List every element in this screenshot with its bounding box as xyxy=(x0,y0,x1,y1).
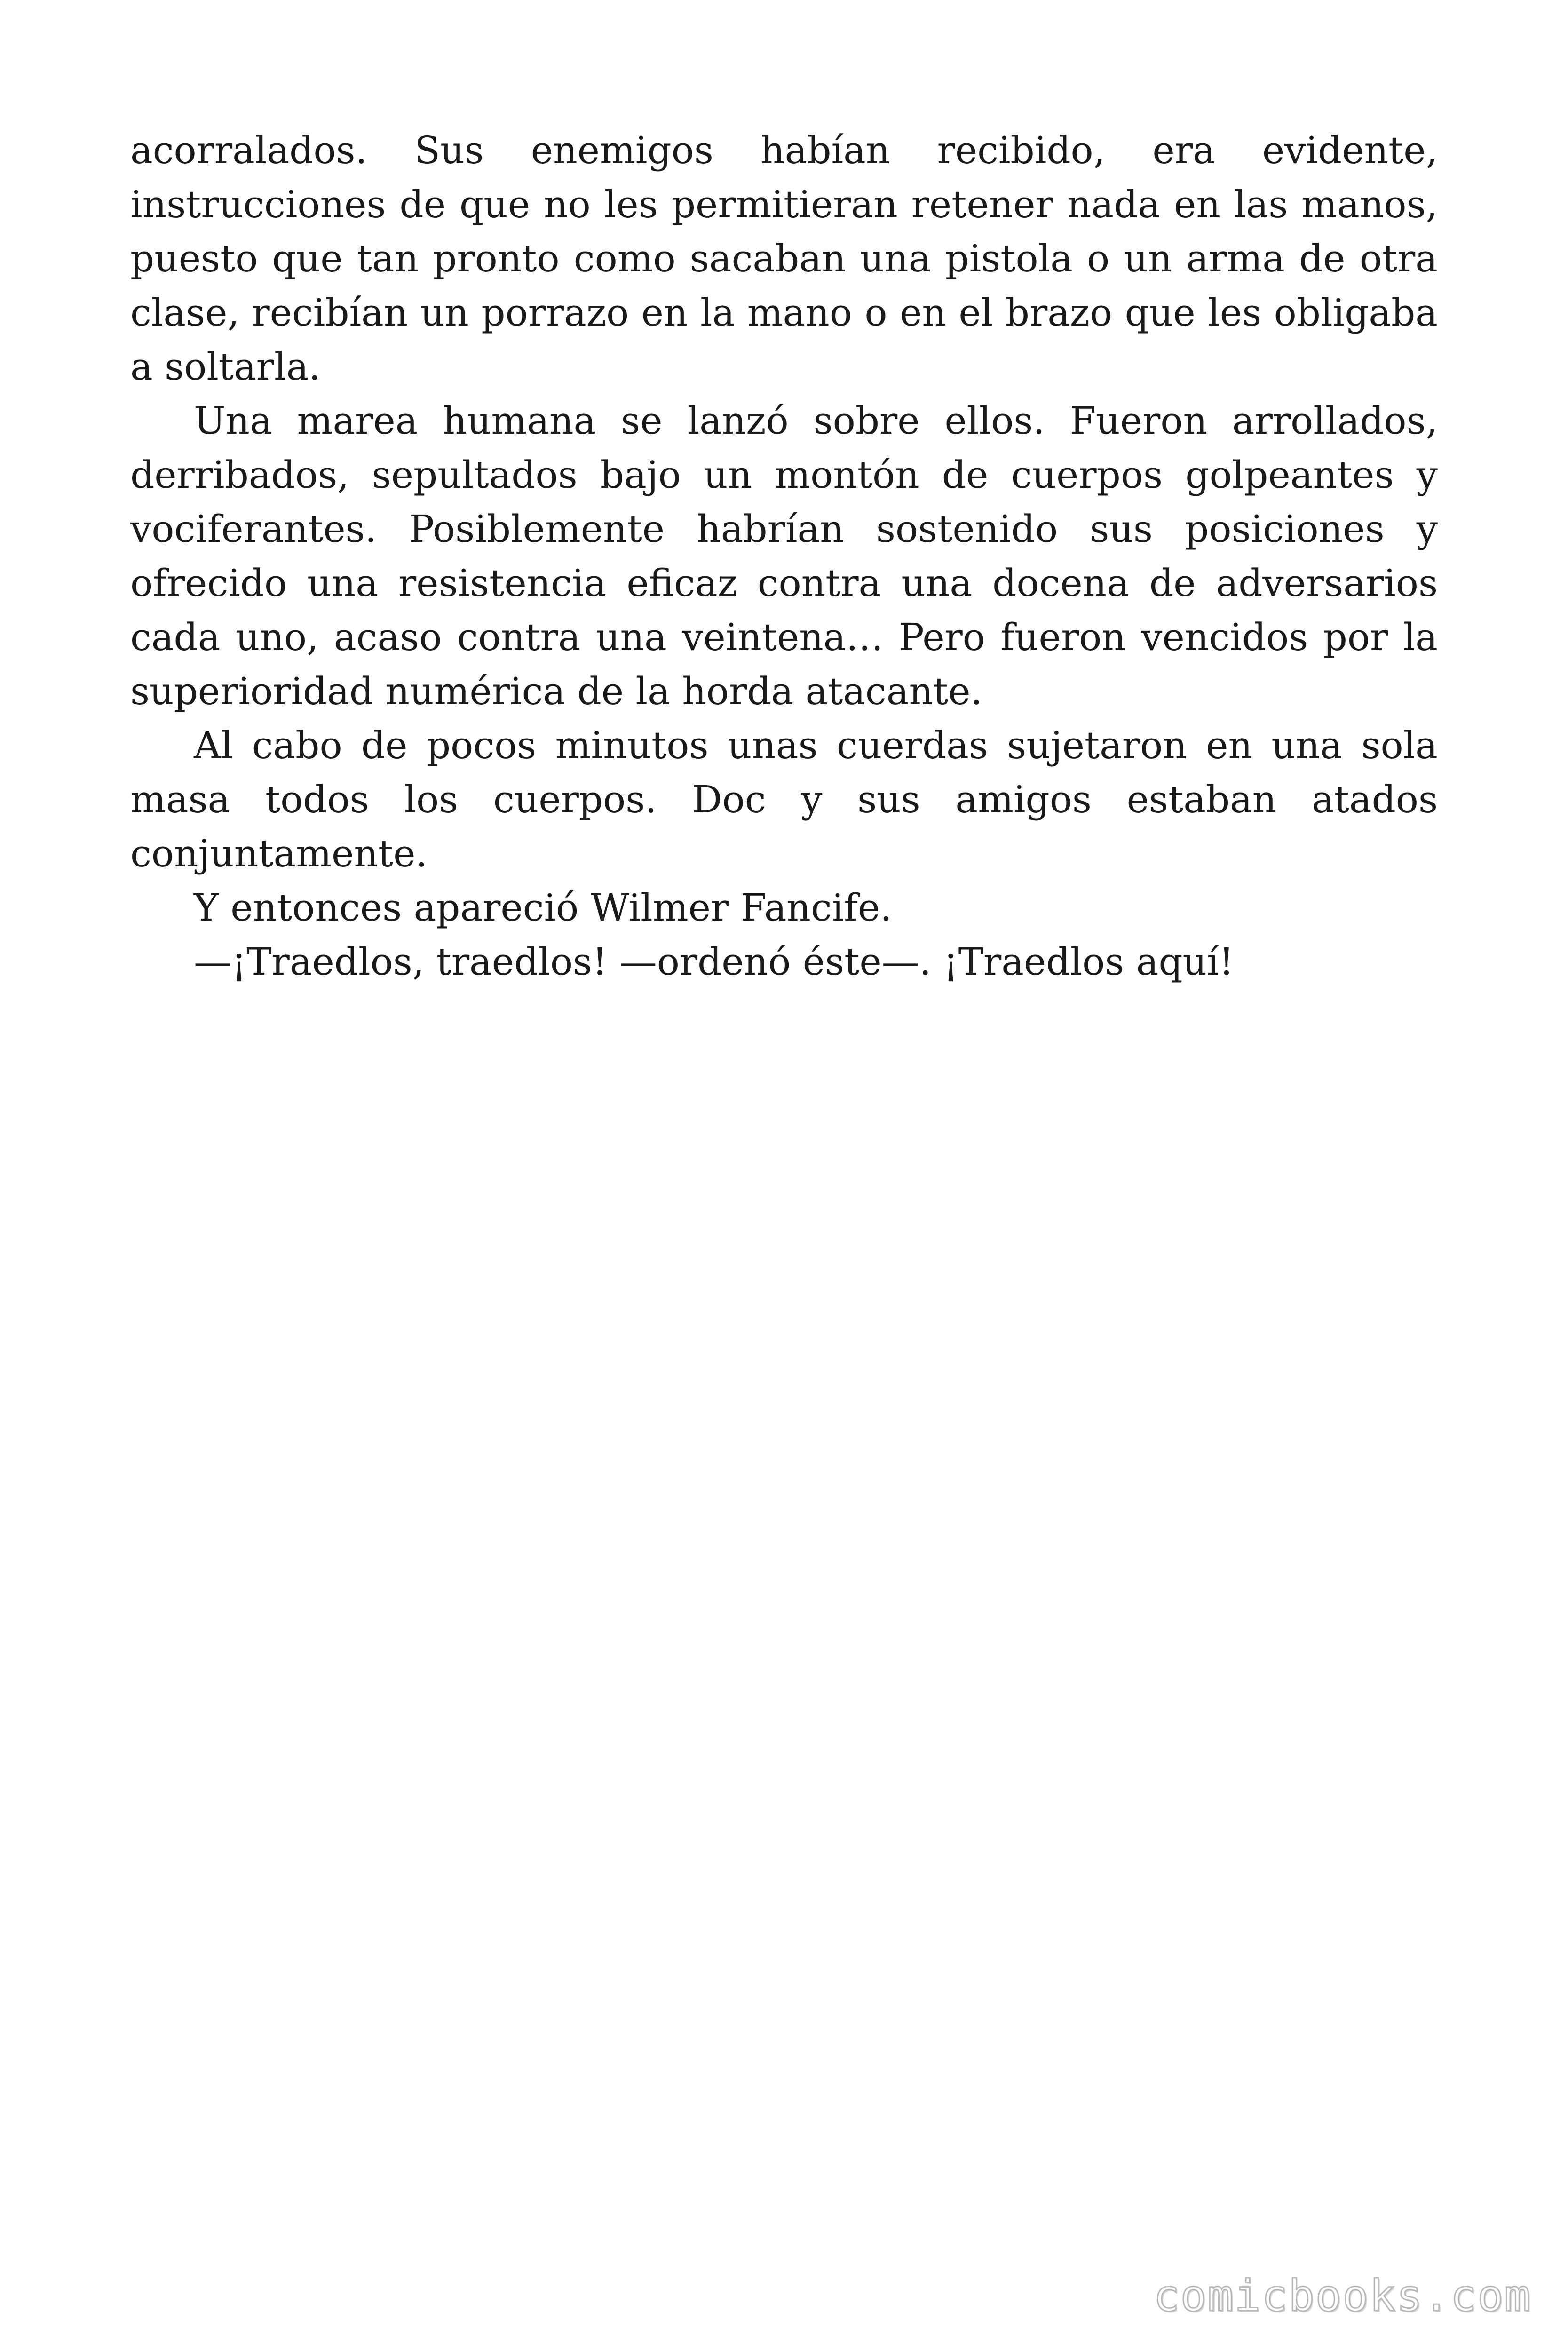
paragraph-3: Al cabo de pocos minutos unas cuerdas sujetaron en una sola masa todos los cuerpos. Doc y sus amigos estaban atados conjuntamente. xyxy=(130,723,1438,875)
paragraph-5: —¡Traedlos, traedlos! —ordenó éste—. ¡Traedlos aquí! xyxy=(194,940,1234,984)
body-text xyxy=(130,123,1438,989)
paragraph-2: Una marea humana se lanzó sobre ellos. Fueron arrollados, derribados, sepultados bajo un montón de cuerpos golpeantes y vociferantes. Posiblemente habrían sostenido sus posiciones y ofrecido una resistencia eficaz contra una docena de adversarios cada uno, acaso contra una veintena… Pero fueron vencidos por la superioridad numérica de la horda atacante. xyxy=(130,399,1438,713)
paragraph-4: Y entonces apareció Wilmer Fancife. xyxy=(194,886,892,930)
watermark-logo: comicbooks.com xyxy=(1153,2271,1531,2321)
paragraph-1: acorralados. Sus enemigos habían recibido, era evidente, instrucciones de que no les permitieran retener nada en las manos, puesto que tan pronto como sacaban una pistola o un arma de otra clase, recibían un porrazo en la mano o en el brazo que les obligaba a soltarla. xyxy=(130,128,1438,389)
